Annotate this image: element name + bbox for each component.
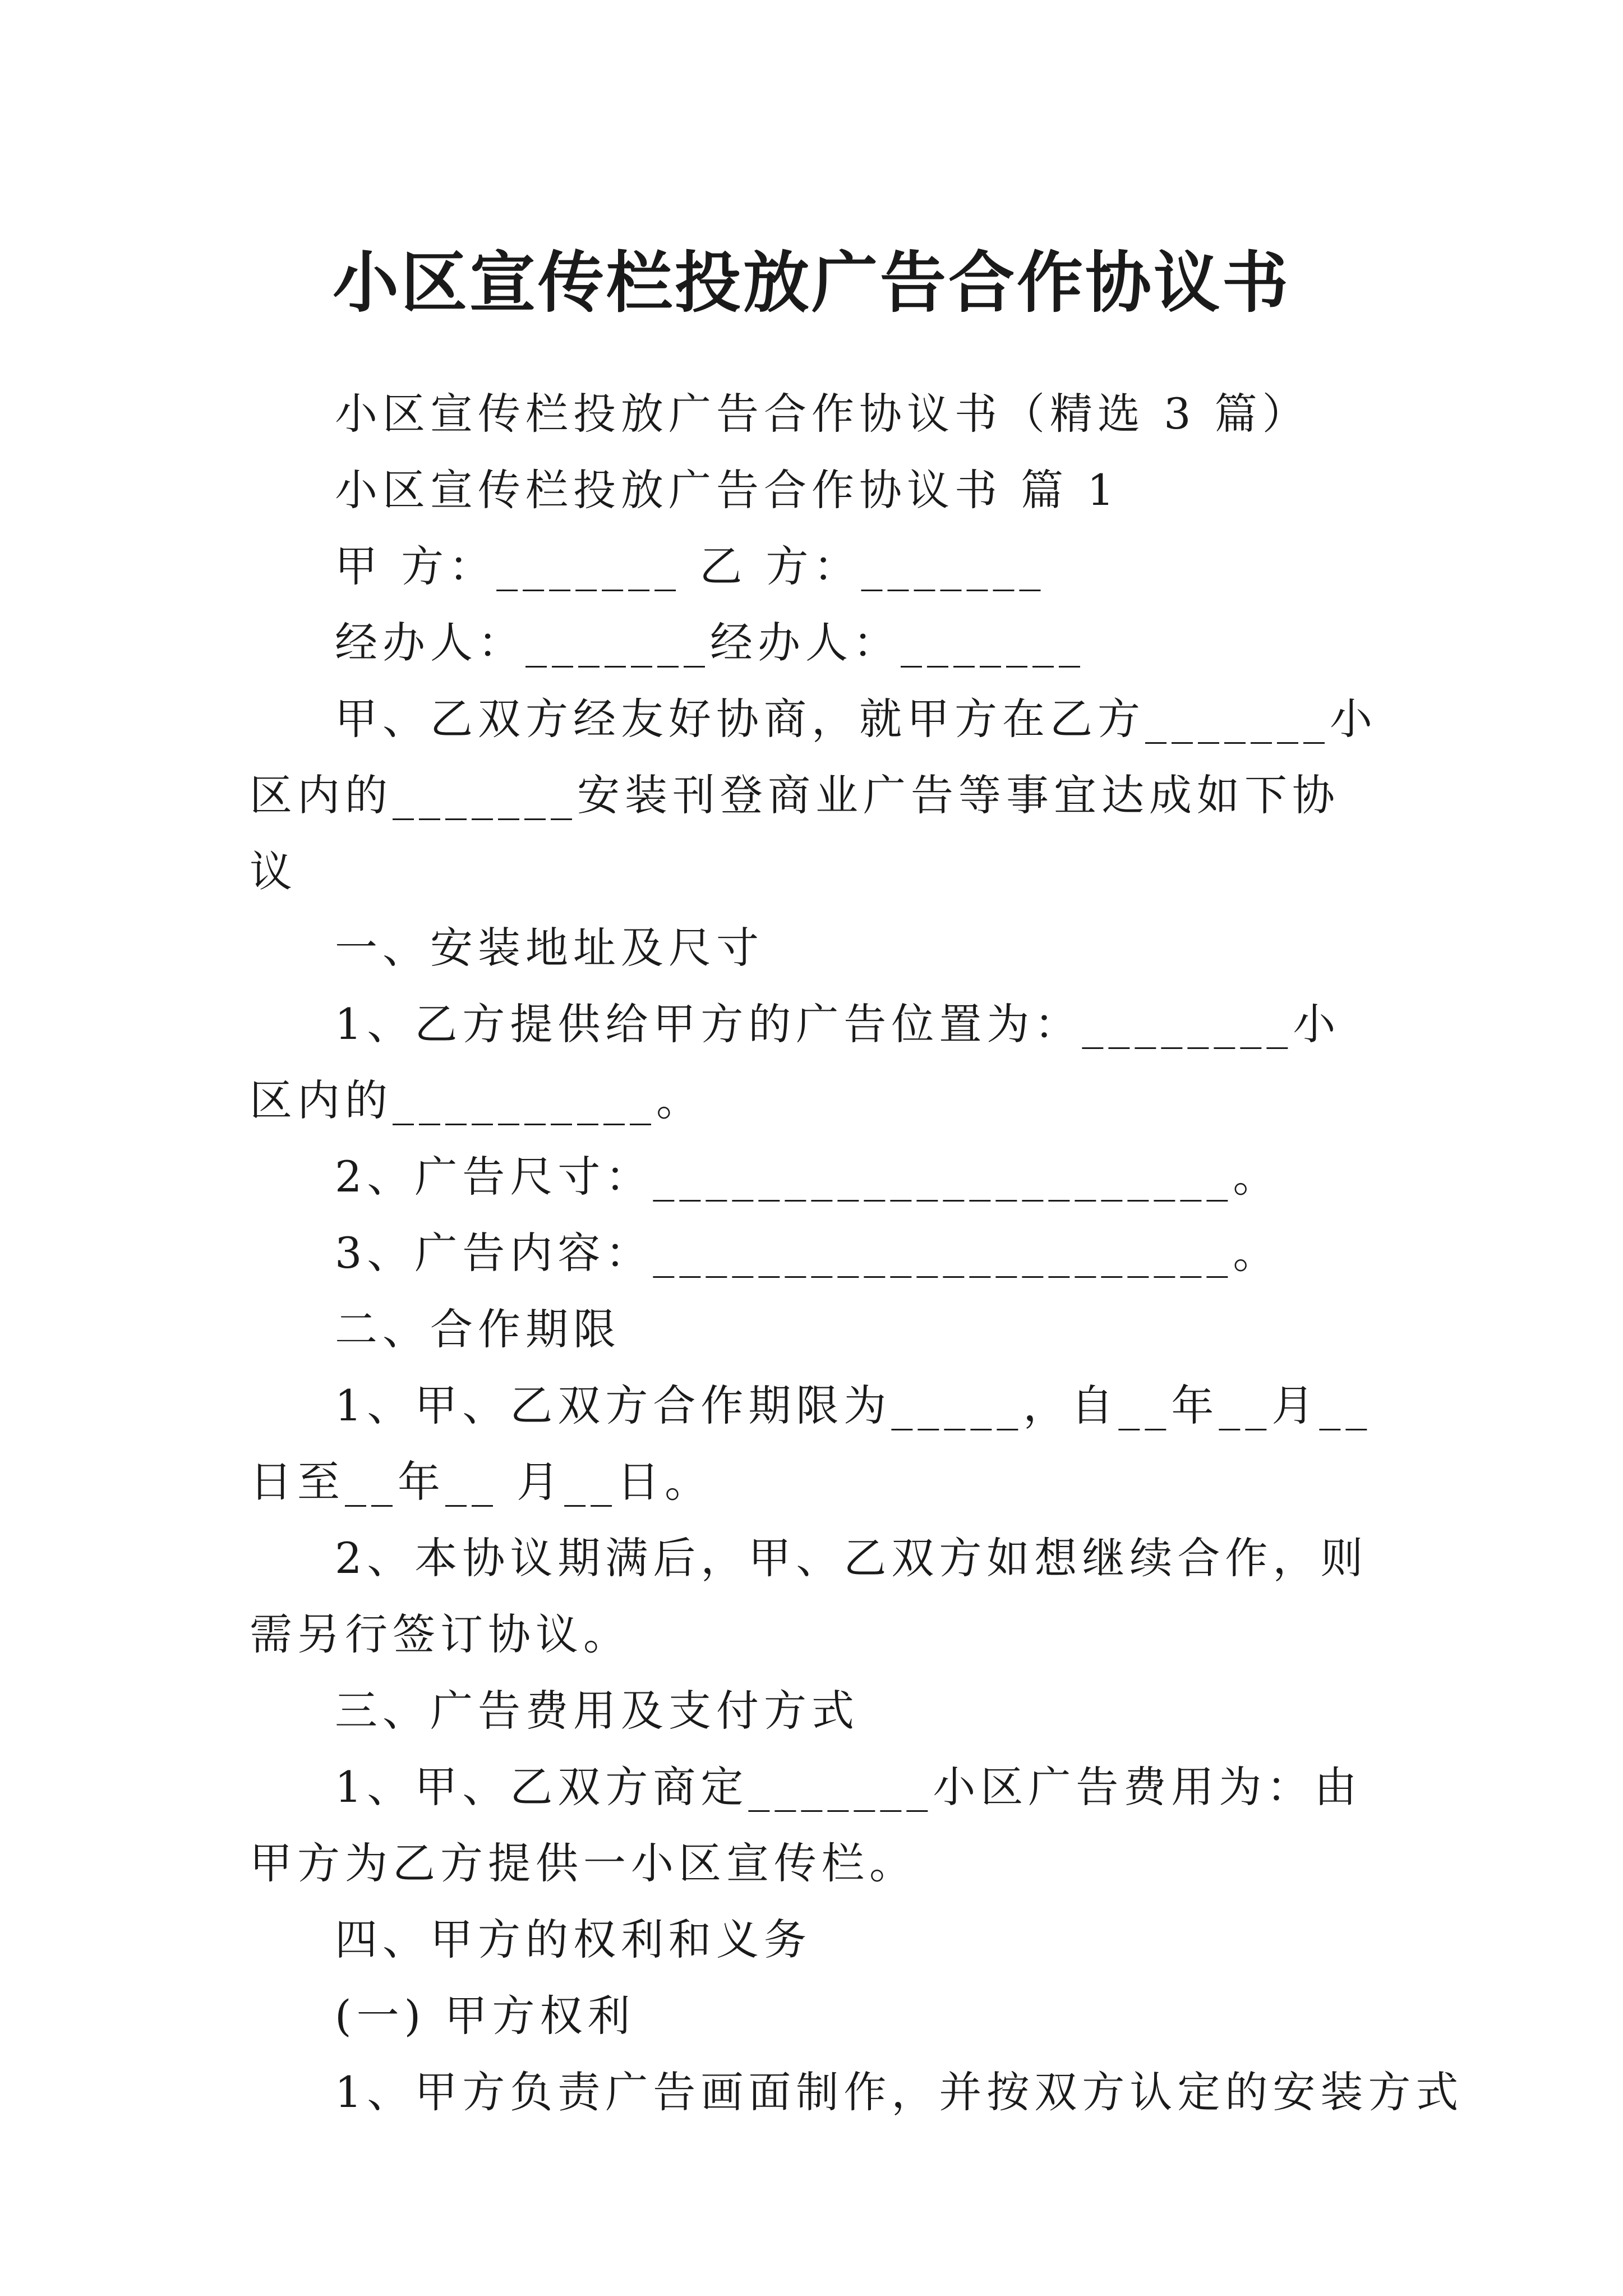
document-body — [250, 376, 1464, 2131]
paragraph-term-renewal: 2、本协议期满后，甲、乙双方如想继续合作，则需另行签订协议。 — [250, 1533, 1368, 1659]
paragraph-parties: 甲 方：_______ 乙 方：_______ — [335, 541, 1046, 591]
paragraph-ad-location: 1、乙方提供给甲方的广告位置为：________小区内的__________。 — [250, 999, 1341, 1125]
paragraph-term-period: 1、甲、乙双方合作期限为_____，自__年__月__日至__年__ 月__日。 — [250, 1381, 1372, 1507]
paragraph-agents: 经办人：_______经办人：_______ — [335, 618, 1085, 668]
paragraph-subtitle: 小区宣传栏投放广告合作协议书（精选 3 篇） — [335, 389, 1310, 439]
paragraph-party-a-right-1: 1、甲方负责广告画面制作，并按双方认定的安装方式 — [335, 2067, 1464, 2117]
heading-party-a-rights: 四、甲方的权利和义务 — [335, 1915, 811, 1964]
heading-install-location: 一、安装地址及尺寸 — [335, 923, 764, 973]
paragraph-section-heading: 小区宣传栏投放广告合作协议书 篇 1 — [335, 465, 1119, 515]
heading-party-a-rights-sub: (一) 甲方权利 — [335, 1991, 635, 2041]
heading-term: 二、合作期限 — [335, 1304, 621, 1354]
document-title: 小区宣传栏投放广告合作协议书 — [332, 243, 1290, 322]
paragraph-ad-content: 3、广告内容：______________________。 — [335, 1228, 1281, 1278]
paragraph-fees: 1、甲、乙双方商定_______小区广告费用为：由甲方为乙方提供一小区宣传栏。 — [250, 1762, 1362, 1888]
heading-fees: 三、广告费用及支付方式 — [335, 1686, 859, 1736]
paragraph-preamble: 甲、乙双方经友好协商，就甲方在乙方_______小区内的_______安装刊登商业广告等事宜达成如下协议 — [250, 694, 1377, 896]
paragraph-ad-size: 2、广告尺寸：______________________。 — [335, 1152, 1281, 1202]
